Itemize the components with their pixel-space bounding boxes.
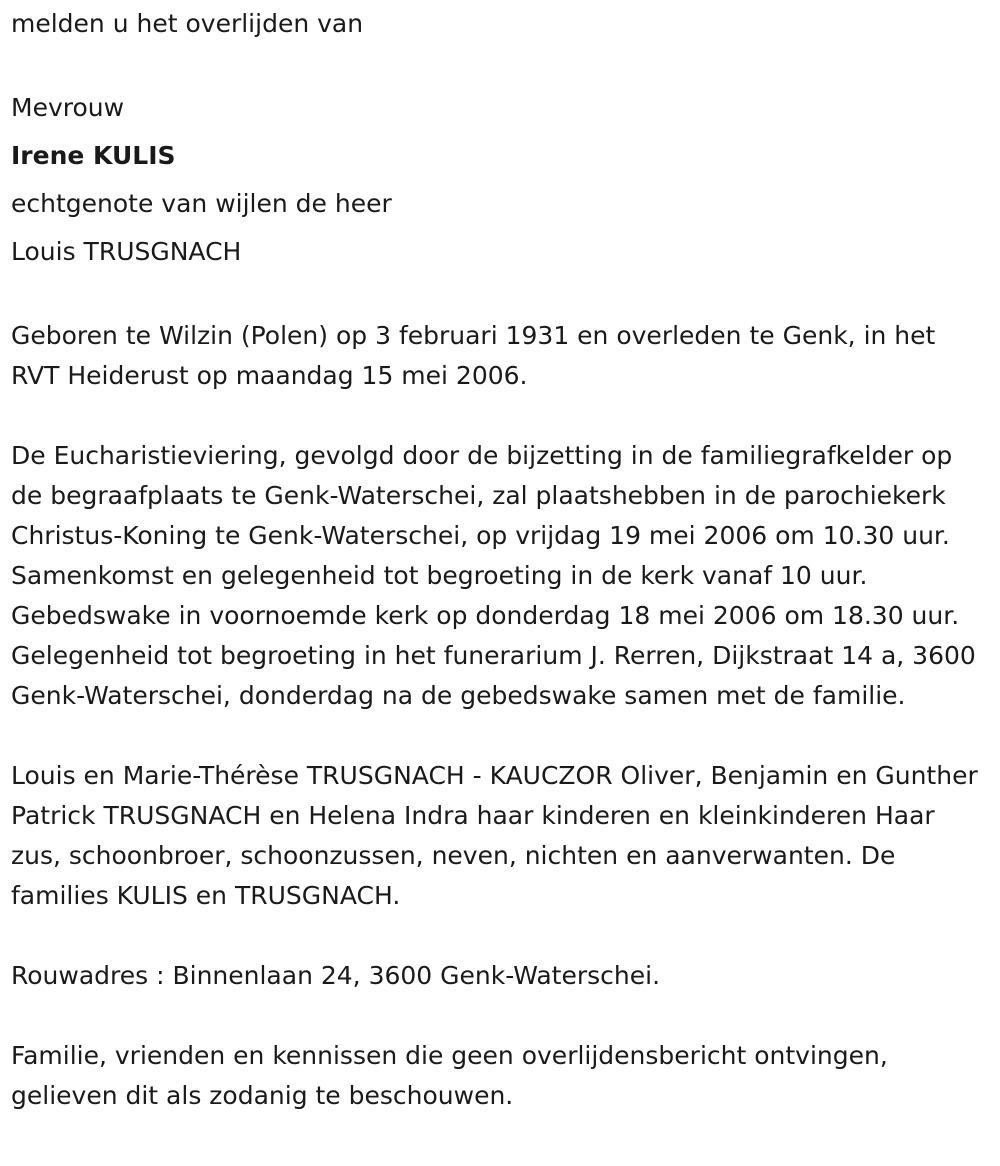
mourning-address: Rouwadres : Binnenlaan 24, 3600 Genk-Waterschei. <box>11 961 661 990</box>
spouse-name: Louis TRUSGNACH <box>11 237 242 266</box>
intro-line: melden u het overlijden van <box>11 9 364 38</box>
relation-line: echtgenote van wijlen de heer <box>11 189 392 218</box>
closing-paragraph: Familie, vrienden en kennissen die geen overlijdensbericht ontvingen, gelieven dit als zodanig te beschouwen. <box>11 1041 888 1110</box>
honorific: Mevrouw <box>11 93 125 122</box>
deceased-block <box>11 84 988 276</box>
deceased-name: Irene KULIS <box>11 141 176 170</box>
ceremony-paragraph: De Eucharistieviering, gevolgd door de bijzetting in de familiegrafkelder op de begraafplaats te Genk-Waterschei, zal plaatshebben in de parochiekerk Christus-Koning te Genk-Waterschei, op vrijdag 19 mei 2006 om 10.30 uur. Samenkomst en gelegenheid tot begroeting in de kerk vanaf 10 uur. Gebedswake in voornoemde kerk op donderdag 18 mei 2006 om 18.30 uur. Gelegenheid tot begroeting in het funerarium J. Rerren, Dijkstraat 14 a, 3600 Genk-Waterschei, donderdag na de gebedswake samen met de familie. <box>11 441 976 710</box>
family-paragraph: Louis en Marie-Thérèse TRUSGNACH - KAUCZOR Oliver, Benjamin en Gunther Patrick TRUSGNACH en Helena Indra haar kinderen en kleinkinderen Haar zus, schoonbroer, schoonzussen, neven, nichten en aanverwanten. De families KULIS en TRUSGNACH. <box>11 761 978 910</box>
birth-death-paragraph: Geboren te Wilzin (Polen) op 3 februari 1931 en overleden te Genk, in het RVT Heiderust op maandag 15 mei 2006. <box>11 321 936 390</box>
